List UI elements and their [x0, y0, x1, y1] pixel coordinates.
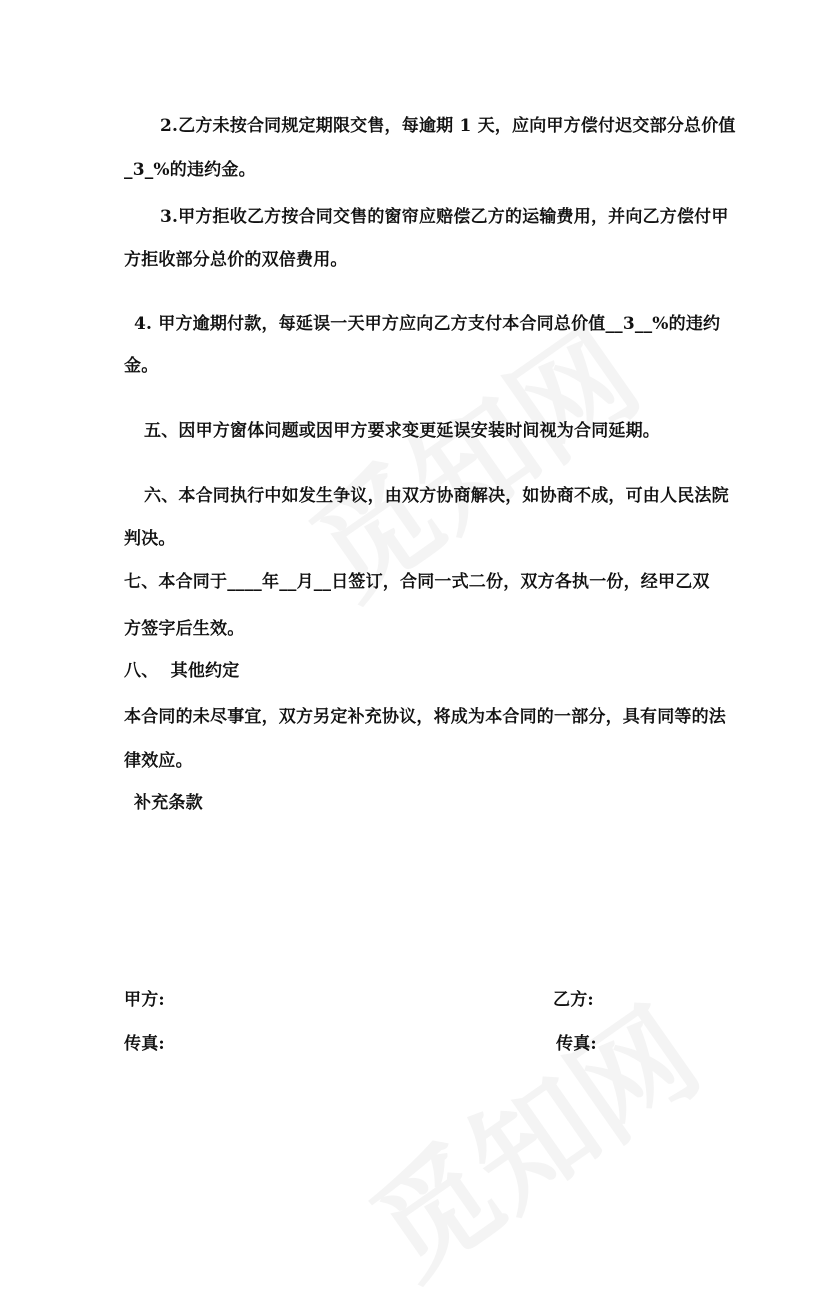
clause-4-line-1: 4. 甲方逾期付款，每延误一天甲方应向乙方支付本合同总价值__3__%的违约 [134, 314, 721, 334]
section-8-line-2: 律效应。 [124, 751, 193, 771]
section-6-line-2: 判决。 [124, 529, 176, 549]
clause-3-line-2: 方拒收部分总价的双倍费用。 [124, 250, 348, 270]
fax-b-label: 传真: [556, 1034, 597, 1054]
section-7-line-2: 方签字后生效。 [124, 619, 245, 639]
section-5: 五、因甲方窗体问题或因甲方要求变更延误安装时间视为合同延期。 [144, 421, 660, 441]
clause-2-line-2: _3_%的违约金。 [124, 160, 256, 180]
section-7-line-1: 七、本合同于____年__月__日签订，合同一式二份，双方各执一份，经甲乙双 [124, 572, 710, 592]
section-6-line-1: 六、本合同执行中如发生争议，由双方协商解决，如协商不成，可由人民法院 [144, 486, 729, 506]
party-a-label: 甲方: [124, 990, 165, 1010]
clause-2-line-1: 2.乙方未按合同规定期限交售，每逾期 1 天，应向甲方偿付迟交部分总价值 [160, 116, 736, 136]
watermark [333, 962, 727, 1309]
party-b-label: 乙方: [553, 990, 594, 1010]
section-8-title: 八、 其他约定 [124, 661, 240, 681]
clause-4-line-2: 金。 [124, 356, 159, 376]
supplement-heading: 补充条款 [134, 793, 203, 813]
clause-3-line-1: 3.甲方拒收乙方按合同交售的窗帘应赔偿乙方的运输费用，并向乙方偿付甲 [160, 207, 729, 227]
fax-a-label: 传真: [124, 1034, 165, 1054]
section-8-line-1: 本合同的未尽事宜，双方另定补充协议，将成为本合同的一部分，具有同等的法 [124, 707, 726, 727]
